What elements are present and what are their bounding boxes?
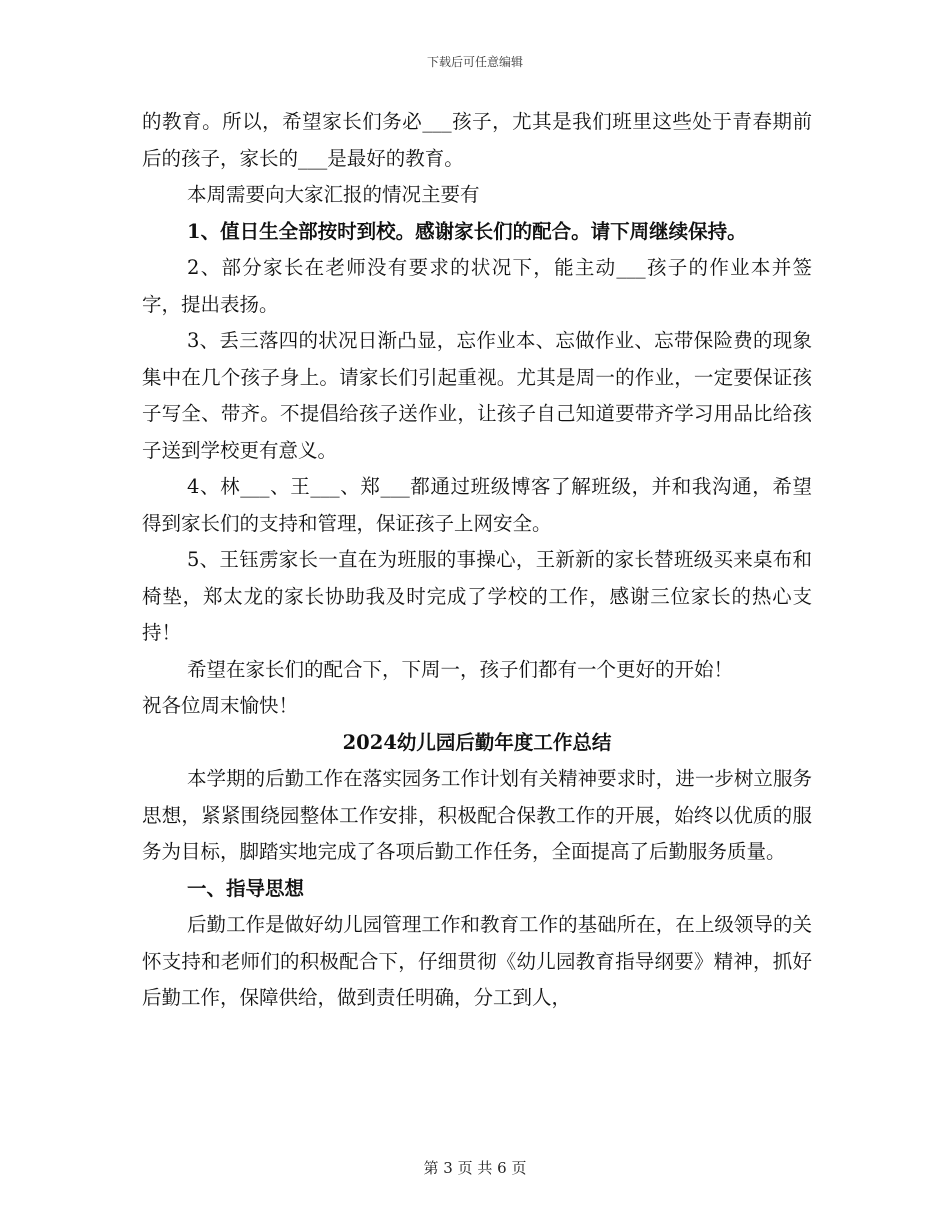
section-title: 2024幼儿园后勤年度工作总结 — [342, 730, 612, 754]
paragraph-item-2: 2、部分家长在老师没有要求的状况下，能主动___孩子的作业本并签字，提出表扬。 — [142, 256, 812, 316]
paragraph-item-1: 1、值日生全部按时到校。感谢家长们的配合。请下周继续保持。 — [187, 219, 747, 243]
heading-guiding-idea: 一、指导思想 — [187, 876, 305, 900]
page-number: 第 3 页 共 6 页 — [423, 1159, 527, 1177]
paragraph-item-3: 3、丢三落四的状况日渐凸显，忘作业本、忘做作业、忘带保险费的现象集中在几个孩子身上。请家长们引起重视。尤其是周一的作业，一定要保证孩子写全、带齐。不提倡给孩子送作业，让孩子自己知道要带齐学习用品比给孩子送到学校更有意义。 — [142, 329, 812, 462]
paragraph-guiding-idea: 后勤工作是做好幼儿园管理工作和教育工作的基础所在，在上级领导的关怀支持和老师们的积极配合下，仔细贯彻《幼儿园教育指导纲要》精神，抓好后勤工作，保障供给，做到责任明确，分工到人， — [142, 913, 812, 1009]
paragraph-wishes: 祝各位周末愉快！ — [142, 694, 299, 717]
header-note: 下载后可任意编辑 — [426, 55, 523, 69]
paragraph-report-intro: 本周需要向大家汇报的情况主要有 — [187, 183, 480, 206]
document-body — [142, 104, 812, 1017]
paragraph-continuation: 的教育。所以，希望家长们务必___孩子，尤其是我们班里这些处于青春期前后的孩子，家长的___是最好的教育。 — [142, 110, 812, 170]
paragraph-summary-intro: 本学期的后勤工作在落实园务工作计划有关精神要求时，进一步树立服务思想，紧紧围绕园整体工作安排，积极配合保教工作的开展，始终以优质的服务为目标，脚踏实地完成了各项后勤工作任务，全面提高了后勤服务质量。 — [142, 767, 812, 863]
paragraph-item-4: 4、林___、王___、郑___都通过班级博客了解班级，并和我沟通，希望得到家长们的支持和管理，保证孩子上网安全。 — [142, 475, 812, 535]
paragraph-closing: 希望在家长们的配合下，下周一，孩子们都有一个更好的开始！ — [187, 657, 734, 681]
paragraph-item-5: 5、王钰雳家长一直在为班服的事操心，王新新的家长替班级买来桌布和椅垫，郑太龙的家长协助我及时完成了学校的工作，感谢三位家长的热心支持！ — [142, 548, 812, 644]
